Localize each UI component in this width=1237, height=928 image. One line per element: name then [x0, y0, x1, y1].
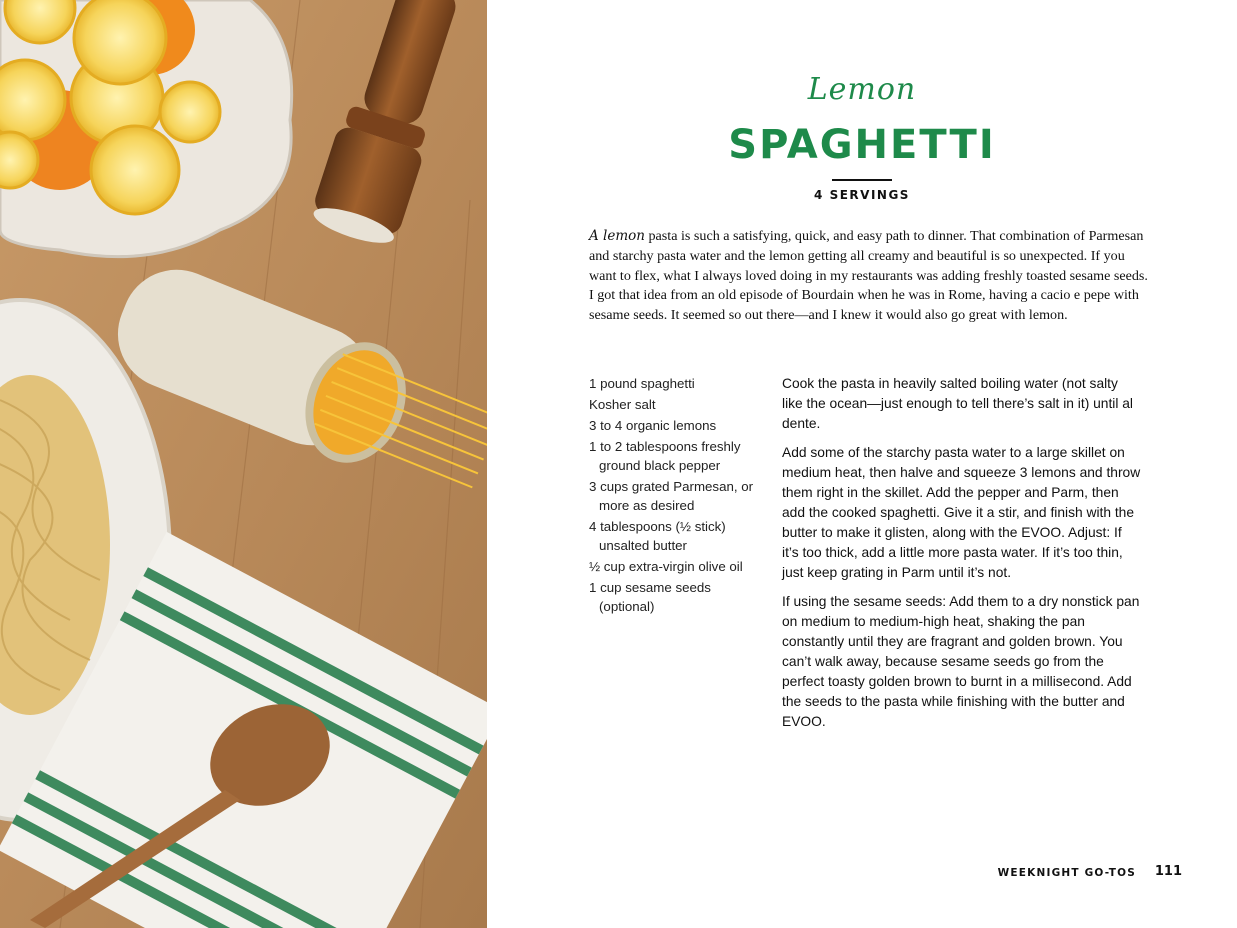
recipe-intro — [589, 227, 1149, 326]
intro-lead: A lemon — [589, 228, 645, 244]
method-steps — [782, 374, 1142, 741]
ingredient-item: Kosher salt — [589, 397, 656, 412]
method-step: Cook the pasta in heavily salted boiling water (not salty like the ocean—just enough to tell there’s salt in it) until al dente. — [782, 376, 1133, 431]
method-step: Add some of the starchy pasta water to a large skillet on medium heat, then halve and squeeze 3 lemons and throw them right in the skillet. Add the pepper and Parm, then add the cooked spaghetti. Give it a stir, and finish with the butter to make it glisten, along with the EVOO. Adjust: If it’s too thick, add a little more pasta water. If it’s too thin, just keep grating in Parm until it’s not. — [782, 445, 1141, 580]
ingredient-item: 1 pound spaghetti — [589, 376, 695, 391]
script-title: Lemon — [807, 72, 917, 107]
recipe-title: SPAGHETTI — [728, 122, 996, 168]
method-step: If using the sesame seeds: Add them to a dry nonstick pan on medium to medium-high heat, shaking the pan constantly until they are fragrant and golden brown. You can’t walk away, because sesame seeds go from the perfect toasty golden brown to burnt in a millisecond. Add the seeds to the pasta while finishing with the butter and EVOO. — [782, 594, 1140, 729]
servings-label: 4 SERVINGS — [814, 188, 910, 202]
ingredient-item: 1 cup sesame seeds (optional) — [589, 580, 711, 614]
ingredient-item: 3 to 4 organic lemons — [589, 418, 717, 433]
page-number: 111 — [1154, 864, 1182, 879]
recipe-photo — [0, 0, 487, 928]
title-divider — [832, 179, 892, 181]
ingredient-list — [589, 374, 764, 618]
ingredient-item: ½ cup extra-virgin olive oil — [589, 559, 743, 574]
ingredient-item: 4 tablespoons (½ stick) unsalted butter — [589, 519, 726, 553]
ingredient-item: 1 to 2 tablespoons freshly ground black pepper — [589, 439, 741, 473]
recipe-page — [487, 0, 1237, 928]
section-title: WEEKNIGHT GO-TOS — [997, 867, 1136, 879]
intro-body: pasta is such a satisfying, quick, and easy path to dinner. That combination of Parmesan and starchy pasta water and the lemon getting all creamy and beautiful is so unexpected. If you want to flex, what I always loved doing in my restaurants was adding freshly toasted sesame seeds. I got that idea from an old episode of Bourdain when he was in Rome, having a cacio e pepe with sesame seeds. It seemed so out there—and I knew it would also go great with lemon. — [589, 228, 1148, 324]
page-footer — [487, 864, 1237, 884]
ingredient-item: 3 cups grated Parmesan, or more as desired — [589, 479, 754, 513]
